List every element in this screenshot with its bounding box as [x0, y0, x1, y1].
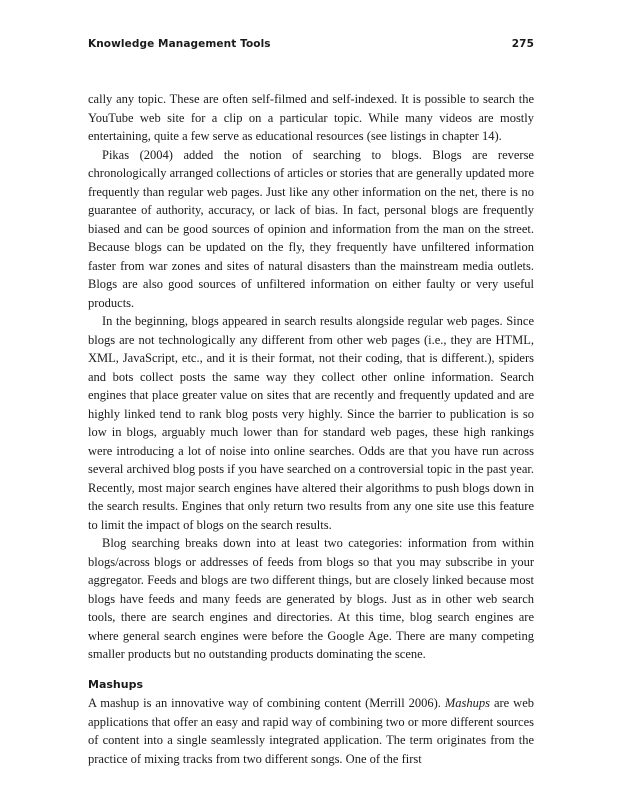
- paragraph-mashups: [88, 694, 534, 768]
- paragraph-blogs-intro: Pikas (2004) added the notion of searching to blogs. Blogs are reverse chronologically arranged collections of articles or stories that are generally updated more frequently than regular web pages. Just like any other information on the net, there is no guarantee of authority, accuracy, or lack of bias. In fact, personal blogs are frequently biased and can be good sources of opinion and information from the man on the street. Because blogs can be updated on the fly, they frequently have unfiltered information faster from war zones and sites of natural disasters than the mainstream media outlets. Blogs are also good sources of unfiltered information on either faulty or very useful products.: [88, 147, 535, 310]
- page-number: 275: [511, 38, 534, 50]
- section-heading-mashups: Mashups: [88, 677, 143, 691]
- body-text: [88, 90, 534, 768]
- running-header: [88, 38, 534, 54]
- page: [88, 38, 534, 768]
- paragraph-continuation: cally any topic. These are often self-filmed and self-indexed. It is possible to search the YouTube web site for a clip on a particular topic. While many videos are mostly entertaining, quite a few serve as educational resources (see listings in chapter 14).: [88, 92, 534, 143]
- paragraph-blogs-search-results: In the beginning, blogs appeared in search results alongside regular web pages. Since blogs are not technologically any different from other web pages (i.e., they are HTML, XML, JavaScript, etc., and it is their format, not their coding, that is different.), spiders and bots collect posts the same way they collect other online information. Search engines that place greater value on sites that are recently and frequently updated and are highly linked tend to rank blog posts very highly. Since the barrier to publication is so low in blogs, arguably much lower than for standard web pages, these high rankings were introducing a lot of noise into online searches. Odds are that you have run across several archived blog posts if you have searched on a controversial topic in the past year. Recently, most major search engines have altered their algorithms to push blogs down in the search results. Engines that only return two results from any one site use this feature to limit the impact of blogs on the search results.: [88, 314, 534, 532]
- mashups-text-before: A mashup is an innovative way of combining content (Merrill 2006).: [88, 696, 445, 710]
- paragraph-blog-search-categories: Blog searching breaks down into at least two categories: information from within blogs/across blogs or addresses of feeds from blogs so that you may subscribe in your aggregator. Feeds and blogs are two different things, but are closely linked because most blogs have feeds and many feeds are generated by blogs. Just as in other web search tools, there are search engines and directories. At this time, blog search engines are where general search engines were before the Google Age. There are many competing smaller products but no outstanding products dominating the scene.: [88, 536, 534, 661]
- running-header-title: Knowledge Management Tools: [88, 38, 271, 50]
- mashups-text-after: are web applications that offer an easy and rapid way of combining two or more different sources of content into a single seamlessly integrated application. The term originates from the practice of mixing tracks from two different songs. One of the first: [88, 696, 534, 766]
- mashups-term: Mashups: [444, 696, 491, 710]
